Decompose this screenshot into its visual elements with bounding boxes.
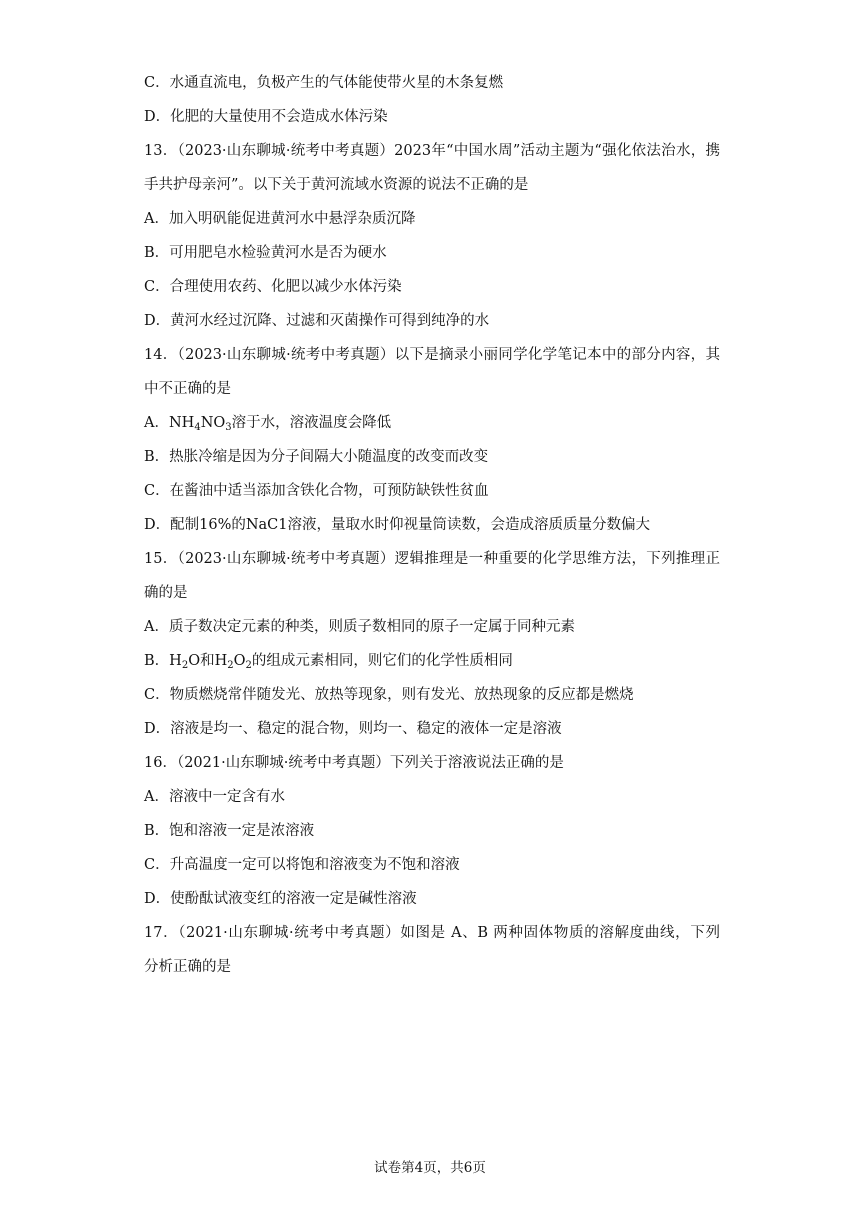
q15-option-b-pre: B．H [144,653,182,669]
q14-option-a-sub2: 3 [225,422,232,433]
q15-option-c: C．物质燃烧常伴随发光、放热等现象，则有发光、放热现象的反应都是燃烧 [144,687,634,703]
q16-option-d: D．使酚酞试液变红的溶液一定是碱性溶液 [144,891,417,907]
q15-option-b-mid1: O和H [188,653,228,669]
q17-stem-line-1: 17．（2021·山东聊城·统考中考真题）如图是 A、B 两种固体物质的溶解度曲线，下列 [144,925,720,941]
q15-option-d: D．溶液是均一、稳定的混合物，则均一、稳定的液体一定是溶液 [144,721,562,737]
q16-stem: 16．（2021·山东聊城·统考中考真题）下列关于溶液说法正确的是 [144,755,564,771]
q13-stem-line-2: 手共护母亲河”。以下关于黄河流域水资源的说法不正确的是 [144,177,529,193]
q13-option-d: D．黄河水经过沉降、过滤和灭菌操作可得到纯净的水 [144,313,490,329]
q15-option-b-sub3: 2 [245,660,252,671]
q14-stem-line-2: 中不正确的是 [144,381,231,397]
q15-option-b [144,644,720,678]
q14-option-d: D．配制16%的NaC1溶液，量取水时仰视量筒读数，会造成溶质质量分数偏大 [144,517,651,533]
q17-stem-line-2: 分析正确的是 [144,959,231,975]
q15-option-b-mid2: O [233,653,246,669]
q14-option-a-mid: NO [200,415,226,431]
q14-option-a-pre: A．NH [144,415,195,431]
q14-option-a-sub1: 4 [194,422,201,433]
q12-option-c: C．水通直流电，负极产生的气体能使带火星的木条复燃 [144,75,504,91]
q15-option-b-sub1: 2 [181,660,189,671]
q14-stem-line-1: 14．（2023·山东聊城·统考中考真题）以下是摘录小丽同学化学笔记本中的部分内容，其 [144,347,720,363]
q15-stem-line-1: 15．（2023·山东聊城·统考中考真题）逻辑推理是一种重要的化学思维方法，下列推理正 [144,551,720,567]
q16-option-b: B．饱和溶液一定是浓溶液 [144,823,315,839]
q13-option-b: B．可用肥皂水检验黄河水是否为硬水 [144,245,387,261]
q12-option-d: D．化肥的大量使用不会造成水体污染 [144,109,388,125]
q13-stem-line-1: 13．（2023·山东聊城·统考中考真题）2023年“中国水周”活动主题为“强化依法治水，携 [144,143,720,159]
q15-option-b-sub2: 2 [227,660,234,671]
q15-option-b-post: 的组成元素相同，则它们的化学性质相同 [251,653,513,669]
q14-option-a-post: 溶于水，溶液温度会降低 [231,415,392,431]
q15-option-a: A．质子数决定元素的种类，则质子数相同的原子一定属于同种元素 [144,619,575,635]
q14-option-a [144,406,720,440]
page-footer: 试卷第4页，共6页 [374,1160,486,1176]
q13-option-a: A．加入明矾能促进黄河水中悬浮杂质沉降 [144,211,416,227]
exam-page-content [144,66,720,984]
q16-option-c: C．升高温度一定可以将饱和溶液变为不饱和溶液 [144,857,460,873]
q13-option-c: C．合理使用农药、化肥以减少水体污染 [144,279,402,295]
q14-option-c: C．在酱油中适当添加含铁化合物，可预防缺铁性贫血 [144,483,489,499]
q16-option-a: A．溶液中一定含有水 [144,789,285,805]
q15-stem-line-2: 确的是 [144,585,188,601]
q14-option-b: B．热胀冷缩是因为分子间隔大小随温度的改变而改变 [144,449,489,465]
